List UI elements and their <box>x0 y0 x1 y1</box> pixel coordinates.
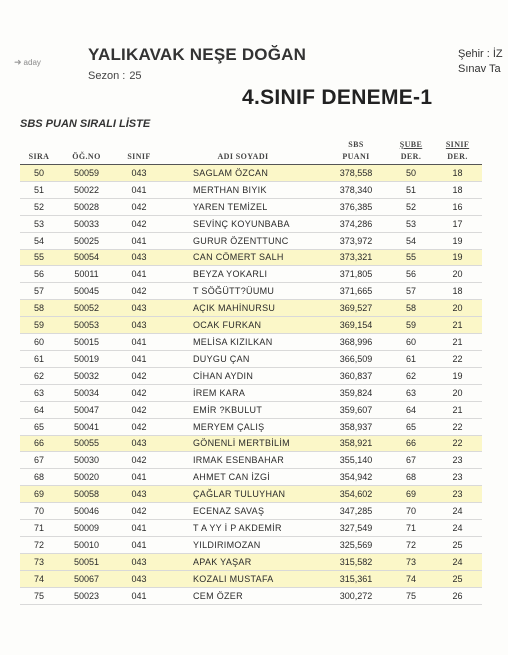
cell-ogr-no: 50047 <box>58 401 115 418</box>
cell-sira: 54 <box>20 232 58 249</box>
cell-sube-der: 61 <box>389 350 433 367</box>
table-row <box>20 418 482 435</box>
cell-sube-der: 60 <box>389 334 433 351</box>
cell-sinif-der: 25 <box>433 570 482 587</box>
cell-name: T SÖĞÜTT?ÜUMU <box>163 283 323 300</box>
cell-name: EMİR ?KBULUT <box>163 401 323 418</box>
cell-sube-der: 64 <box>389 401 433 418</box>
cell-sube-der: 67 <box>389 452 433 469</box>
table-row <box>20 283 482 300</box>
cell-name: CİHAN AYDIN <box>163 367 323 384</box>
table-row <box>20 350 482 367</box>
cell-sinif: 041 <box>115 350 163 367</box>
table-row <box>20 266 482 283</box>
cell-sinif: 043 <box>115 165 163 182</box>
cell-puan: 358,921 <box>323 435 389 452</box>
cell-sira: 55 <box>20 249 58 266</box>
cell-ogr-no: 50051 <box>58 553 115 570</box>
cell-sube-der: 55 <box>389 249 433 266</box>
table-row <box>20 452 482 469</box>
cell-ogr-no: 50030 <box>58 452 115 469</box>
cell-sira: 72 <box>20 536 58 553</box>
cell-ogr-no: 50045 <box>58 283 115 300</box>
cell-sinif-der: 19 <box>433 367 482 384</box>
cell-sube-der: 50 <box>389 165 433 182</box>
cell-sube-der: 56 <box>389 266 433 283</box>
header-sira: SIRA <box>20 149 58 165</box>
logo-arrow-icon: ➜ <box>14 57 22 67</box>
cell-sinif: 041 <box>115 469 163 486</box>
cell-name: APAK YAŞAR <box>163 553 323 570</box>
cell-sira: 64 <box>20 401 58 418</box>
cell-puan: 327,549 <box>323 520 389 537</box>
cell-sinif-der: 21 <box>433 317 482 334</box>
cell-name: GURUR ÖZENTTUNC <box>163 232 323 249</box>
header-ogr-no: ÖĞ.NO <box>58 149 115 165</box>
cell-sinif-der: 23 <box>433 469 482 486</box>
cell-puan: 315,582 <box>323 553 389 570</box>
table-row <box>20 367 482 384</box>
cell-ogr-no: 50009 <box>58 520 115 537</box>
cell-sube-der: 58 <box>389 300 433 317</box>
cell-sinif-der: 20 <box>433 384 482 401</box>
cell-sinif-der: 19 <box>433 249 482 266</box>
cell-sube-der: 71 <box>389 520 433 537</box>
cell-sinif: 041 <box>115 181 163 198</box>
cell-sira: 57 <box>20 283 58 300</box>
cell-sinif: 042 <box>115 367 163 384</box>
cell-sube-der: 54 <box>389 232 433 249</box>
cell-sira: 74 <box>20 570 58 587</box>
cell-ogr-no: 50041 <box>58 418 115 435</box>
table-row <box>20 215 482 232</box>
cell-sinif: 043 <box>115 435 163 452</box>
cell-sira: 67 <box>20 452 58 469</box>
cell-name: ÇAĞLAR TULUYHAN <box>163 486 323 503</box>
cell-sira: 51 <box>20 181 58 198</box>
cell-sinif-der: 25 <box>433 536 482 553</box>
cell-puan: 371,805 <box>323 266 389 283</box>
cell-sinif: 043 <box>115 570 163 587</box>
cell-puan: 354,942 <box>323 469 389 486</box>
cell-sinif-der: 22 <box>433 435 482 452</box>
cell-sube-der: 69 <box>389 486 433 503</box>
season-info <box>88 70 142 82</box>
table-row <box>20 401 482 418</box>
cell-sira: 63 <box>20 384 58 401</box>
header-sinif-der: DER. <box>433 149 482 165</box>
cell-name: IRMAK ESENBAHAR <box>163 452 323 469</box>
cell-sinif-der: 23 <box>433 486 482 503</box>
cell-sube-der: 63 <box>389 384 433 401</box>
table-row <box>20 317 482 334</box>
season-label: Sezon : <box>88 70 126 82</box>
cell-sinif: 042 <box>115 215 163 232</box>
cell-sinif-der: 18 <box>433 165 482 182</box>
cell-ogr-no: 50020 <box>58 469 115 486</box>
cell-sube-der: 62 <box>389 367 433 384</box>
cell-sube-der: 73 <box>389 553 433 570</box>
exam-title: 4.SINIF DENEME-1 <box>242 86 433 109</box>
cell-puan: 378,340 <box>323 181 389 198</box>
header-sube-der: DER. <box>389 149 433 165</box>
cell-puan: 373,972 <box>323 232 389 249</box>
cell-puan: 354,602 <box>323 486 389 503</box>
cell-ogr-no: 50019 <box>58 350 115 367</box>
cell-name: YAREN TEMİZEL <box>163 198 323 215</box>
cell-ogr-no: 50058 <box>58 486 115 503</box>
table-row <box>20 300 482 317</box>
cell-ogr-no: 50059 <box>58 165 115 182</box>
header-sube: ŞUBE <box>399 140 423 149</box>
cell-name: T A YY İ P AKDEMİR <box>163 520 323 537</box>
cell-sira: 66 <box>20 435 58 452</box>
cell-sube-der: 51 <box>389 181 433 198</box>
city-label: Şehir : İZ <box>458 48 503 60</box>
cell-sinif: 042 <box>115 452 163 469</box>
cell-sube-der: 70 <box>389 503 433 520</box>
aday-logo <box>14 57 41 68</box>
cell-puan: 358,937 <box>323 418 389 435</box>
cell-sinif-der: 18 <box>433 181 482 198</box>
cell-sinif: 041 <box>115 334 163 351</box>
results-table <box>20 134 482 605</box>
cell-sira: 70 <box>20 503 58 520</box>
header-puani: PUANI <box>323 149 389 165</box>
cell-sinif-der: 24 <box>433 503 482 520</box>
cell-name: CAN CÖMERT SALH <box>163 249 323 266</box>
cell-name: İREM KARA <box>163 384 323 401</box>
cell-sinif: 041 <box>115 232 163 249</box>
table-row <box>20 165 482 182</box>
cell-ogr-no: 50067 <box>58 570 115 587</box>
cell-ogr-no: 50022 <box>58 181 115 198</box>
cell-sinif: 042 <box>115 283 163 300</box>
table-row <box>20 536 482 553</box>
cell-ogr-no: 50011 <box>58 266 115 283</box>
cell-name: AÇIK MAHİNURSU <box>163 300 323 317</box>
cell-sinif-der: 20 <box>433 300 482 317</box>
cell-sinif-der: 21 <box>433 401 482 418</box>
cell-sube-der: 75 <box>389 587 433 604</box>
cell-sira: 50 <box>20 165 58 182</box>
season-value: 25 <box>129 70 142 82</box>
header-sinif-top: SINIF <box>445 140 470 149</box>
cell-sira: 60 <box>20 334 58 351</box>
cell-sinif: 041 <box>115 266 163 283</box>
cell-sinif-der: 18 <box>433 283 482 300</box>
cell-ogr-no: 50033 <box>58 215 115 232</box>
cell-sira: 71 <box>20 520 58 537</box>
cell-sinif-der: 21 <box>433 334 482 351</box>
cell-sinif-der: 19 <box>433 232 482 249</box>
logo-text: aday <box>23 58 41 67</box>
cell-sinif: 042 <box>115 198 163 215</box>
cell-sube-der: 72 <box>389 536 433 553</box>
cell-puan: 347,285 <box>323 503 389 520</box>
header-sbs: SBS <box>348 140 364 149</box>
cell-sube-der: 59 <box>389 317 433 334</box>
cell-puan: 355,140 <box>323 452 389 469</box>
cell-sinif: 041 <box>115 520 163 537</box>
cell-sira: 65 <box>20 418 58 435</box>
cell-name: MERTHAN BIYIK <box>163 181 323 198</box>
cell-puan: 369,527 <box>323 300 389 317</box>
cell-puan: 378,558 <box>323 165 389 182</box>
cell-sube-der: 66 <box>389 435 433 452</box>
cell-sinif-der: 26 <box>433 587 482 604</box>
cell-name: MELİSA KIZILKAN <box>163 334 323 351</box>
cell-name: CEM ÖZER <box>163 587 323 604</box>
cell-name: GÖNENLİ MERTBİLİM <box>163 435 323 452</box>
table-row <box>20 198 482 215</box>
cell-sira: 62 <box>20 367 58 384</box>
cell-sira: 68 <box>20 469 58 486</box>
cell-sira: 58 <box>20 300 58 317</box>
cell-sira: 73 <box>20 553 58 570</box>
cell-sube-der: 65 <box>389 418 433 435</box>
header-adi-soyadi: ADI SOYADI <box>163 149 323 165</box>
cell-sube-der: 52 <box>389 198 433 215</box>
cell-puan: 368,996 <box>323 334 389 351</box>
cell-name: BEYZA YOKARLI <box>163 266 323 283</box>
cell-sinif: 043 <box>115 249 163 266</box>
cell-sinif-der: 16 <box>433 198 482 215</box>
table-row <box>20 249 482 266</box>
cell-sinif: 041 <box>115 536 163 553</box>
school-name: YALIKAVAK NEŞE DOĞAN <box>88 45 307 64</box>
table-row <box>20 553 482 570</box>
cell-puan: 359,607 <box>323 401 389 418</box>
table-row <box>20 587 482 604</box>
cell-name: SAGLAM ÖZCAN <box>163 165 323 182</box>
cell-ogr-no: 50032 <box>58 367 115 384</box>
cell-sinif: 042 <box>115 401 163 418</box>
cell-sinif-der: 23 <box>433 452 482 469</box>
cell-puan: 300,272 <box>323 587 389 604</box>
cell-sira: 61 <box>20 350 58 367</box>
cell-ogr-no: 50010 <box>58 536 115 553</box>
exam-label: Sınav Ta <box>458 63 501 75</box>
cell-puan: 374,286 <box>323 215 389 232</box>
table-row <box>20 570 482 587</box>
list-title: SBS PUAN SIRALI LİSTE <box>20 118 151 130</box>
header-row <box>20 149 482 165</box>
cell-sube-der: 74 <box>389 570 433 587</box>
cell-sinif: 043 <box>115 300 163 317</box>
cell-sinif: 042 <box>115 384 163 401</box>
cell-ogr-no: 50055 <box>58 435 115 452</box>
cell-sinif: 043 <box>115 486 163 503</box>
cell-name: SEVİNÇ KOYUNBABA <box>163 215 323 232</box>
cell-sinif: 042 <box>115 503 163 520</box>
cell-puan: 315,361 <box>323 570 389 587</box>
table-row <box>20 334 482 351</box>
table-row <box>20 486 482 503</box>
cell-sinif: 041 <box>115 587 163 604</box>
cell-puan: 360,837 <box>323 367 389 384</box>
cell-name: AHMET CAN İZGİ <box>163 469 323 486</box>
table-row <box>20 435 482 452</box>
cell-puan: 369,154 <box>323 317 389 334</box>
cell-ogr-no: 50023 <box>58 587 115 604</box>
cell-sinif-der: 22 <box>433 350 482 367</box>
cell-puan: 366,509 <box>323 350 389 367</box>
cell-name: YILDIRIMOZAN <box>163 536 323 553</box>
cell-sinif-der: 24 <box>433 553 482 570</box>
cell-sinif-der: 20 <box>433 266 482 283</box>
cell-sinif-der: 22 <box>433 418 482 435</box>
cell-ogr-no: 50015 <box>58 334 115 351</box>
cell-sinif: 043 <box>115 553 163 570</box>
cell-sira: 75 <box>20 587 58 604</box>
cell-puan: 376,385 <box>323 198 389 215</box>
cell-puan: 371,665 <box>323 283 389 300</box>
cell-ogr-no: 50034 <box>58 384 115 401</box>
cell-puan: 373,321 <box>323 249 389 266</box>
table-row <box>20 520 482 537</box>
table-body <box>20 165 482 605</box>
cell-sube-der: 53 <box>389 215 433 232</box>
cell-name: OCAK FURKAN <box>163 317 323 334</box>
cell-sira: 53 <box>20 215 58 232</box>
cell-ogr-no: 50046 <box>58 503 115 520</box>
cell-sube-der: 68 <box>389 469 433 486</box>
table-row <box>20 503 482 520</box>
cell-name: DUYGU ÇAN <box>163 350 323 367</box>
table-row <box>20 232 482 249</box>
cell-name: MERYEM ÇALIŞ <box>163 418 323 435</box>
cell-sube-der: 57 <box>389 283 433 300</box>
table-row <box>20 384 482 401</box>
cell-name: ECENAZ SAVAŞ <box>163 503 323 520</box>
cell-sinif: 042 <box>115 418 163 435</box>
cell-ogr-no: 50053 <box>58 317 115 334</box>
cell-ogr-no: 50028 <box>58 198 115 215</box>
header-row-top <box>20 134 482 149</box>
cell-ogr-no: 50025 <box>58 232 115 249</box>
exam-meta <box>458 47 503 77</box>
cell-sira: 56 <box>20 266 58 283</box>
cell-puan: 359,824 <box>323 384 389 401</box>
cell-sinif-der: 24 <box>433 520 482 537</box>
cell-sinif-der: 17 <box>433 215 482 232</box>
cell-name: KOZALI MUSTAFA <box>163 570 323 587</box>
cell-sira: 52 <box>20 198 58 215</box>
table-row <box>20 181 482 198</box>
cell-puan: 325,569 <box>323 536 389 553</box>
cell-ogr-no: 50054 <box>58 249 115 266</box>
cell-sinif: 043 <box>115 317 163 334</box>
cell-ogr-no: 50052 <box>58 300 115 317</box>
cell-sira: 69 <box>20 486 58 503</box>
header-sinif: SINIF <box>115 149 163 165</box>
table-row <box>20 469 482 486</box>
cell-sira: 59 <box>20 317 58 334</box>
